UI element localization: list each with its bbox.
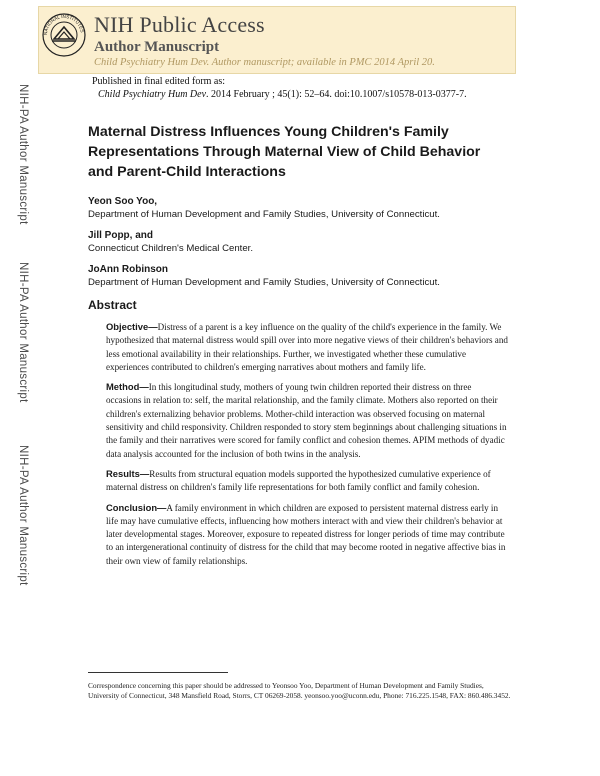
- author-affiliation: Connecticut Children's Medical Center.: [88, 243, 254, 254]
- nih-public-access-title: NIH Public Access: [94, 12, 265, 37]
- section-text: Results from structural equation models supported the hypothesized cumulative experience of maternal distress on children's family life representations for both family conflict and family cohesion.: [106, 468, 491, 493]
- citation-journal: Child Psychiatry Hum Dev: [98, 89, 207, 100]
- author-affiliation: Department of Human Development and Family Studies, University of Connecticut.: [88, 277, 440, 288]
- author-name: JoAnn Robinson: [88, 264, 168, 275]
- section-label: Results—: [106, 467, 150, 479]
- abstract-objective: [106, 320, 508, 374]
- article-title: Maternal Distress Influences Young Children's Family Representations Through Maternal View of Child Behavior and Parent-Child Interactions: [88, 124, 481, 180]
- nih-logo-icon: [40, 7, 88, 69]
- abstract-method: [106, 380, 508, 461]
- sidebar-label-middle: NIH-PA Author Manuscript: [17, 262, 29, 403]
- author-name: Jill Popp, and: [88, 230, 154, 241]
- published-label: Published in final edited form as:: [92, 76, 226, 87]
- section-text: Distress of a parent is a key influence on the quality of the child's experience in the family. We hypothesized that maternal distress would spill over into more negative views of their children's behaviors and less emotional availability in their relationships. Further, we investigated whether these cumulative experiences contributed to children's emerging narratives about mothers and family life.: [106, 322, 508, 372]
- published-block: [92, 75, 467, 101]
- section-label: Conclusion—: [106, 501, 167, 513]
- abstract-results: [106, 467, 508, 495]
- journal-availability-line: Child Psychiatry Hum Dev. Author manuscript; available in PMC 2014 April 20.: [94, 57, 435, 68]
- citation: [92, 88, 467, 101]
- sidebar-label-bottom: NIH-PA Author Manuscript: [17, 445, 29, 586]
- correspondence-footnote: Correspondence concerning this paper should be addressed to Yeonsoo Yoo, Department of Human Development and Family Studies, University of Connecticut, 348 Mansfield Road, Storrs, CT 06269-2058. yeonsoo.yoo@uconn.edu, Phone: 716.225.1548, FAX: 860.486.3452.: [88, 681, 511, 700]
- footnote-divider: [88, 672, 228, 673]
- section-label: Method—: [106, 381, 149, 393]
- citation-details: . 2014 February ; 45(1): 52–64. doi:10.1007/s10578-013-0377-7.: [206, 89, 467, 100]
- section-text: In this longitudinal study, mothers of young twin children reported their distress on three occasions in relation to: self, the marital relationship, and the family climate. Mothers also reported on their children's externalizing behavior problems. Mother-child interaction was observed focusing on maternal sensitivity and child responsivity. Children responded to story stem beginnings about challenging situations in the family and their narratives were scored for family conflict and cohesion themes. APIM methods of dyadic data analysis accounted for the inclusion of both twins in the analysis.: [106, 382, 507, 459]
- sidebar-label-top: NIH-PA Author Manuscript: [17, 84, 29, 225]
- author-affiliation: Department of Human Development and Family Studies, University of Connecticut.: [88, 209, 440, 220]
- author-manuscript-label: Author Manuscript: [94, 39, 220, 55]
- abstract-heading: Abstract: [88, 298, 137, 312]
- article-content: [88, 122, 508, 574]
- section-label: Objective—: [106, 321, 158, 332]
- author-name: Yeon Soo Yoo,: [88, 196, 158, 207]
- logo-ring-text: NATIONAL INSTITUTES: [42, 13, 85, 36]
- abstract-conclusion: [106, 501, 508, 568]
- section-text: A family environment in which children are exposed to persistent maternal distress early in life may have cumulative effects, influencing how mothers interact with and view their children's behavior at later developmental stages. Moreover, exposure to repeated distress for longer periods of time may contribute to an intergenerational continuity of distress for the child that may become rooted in negative affective bias in their own view of family relationships.: [106, 502, 506, 566]
